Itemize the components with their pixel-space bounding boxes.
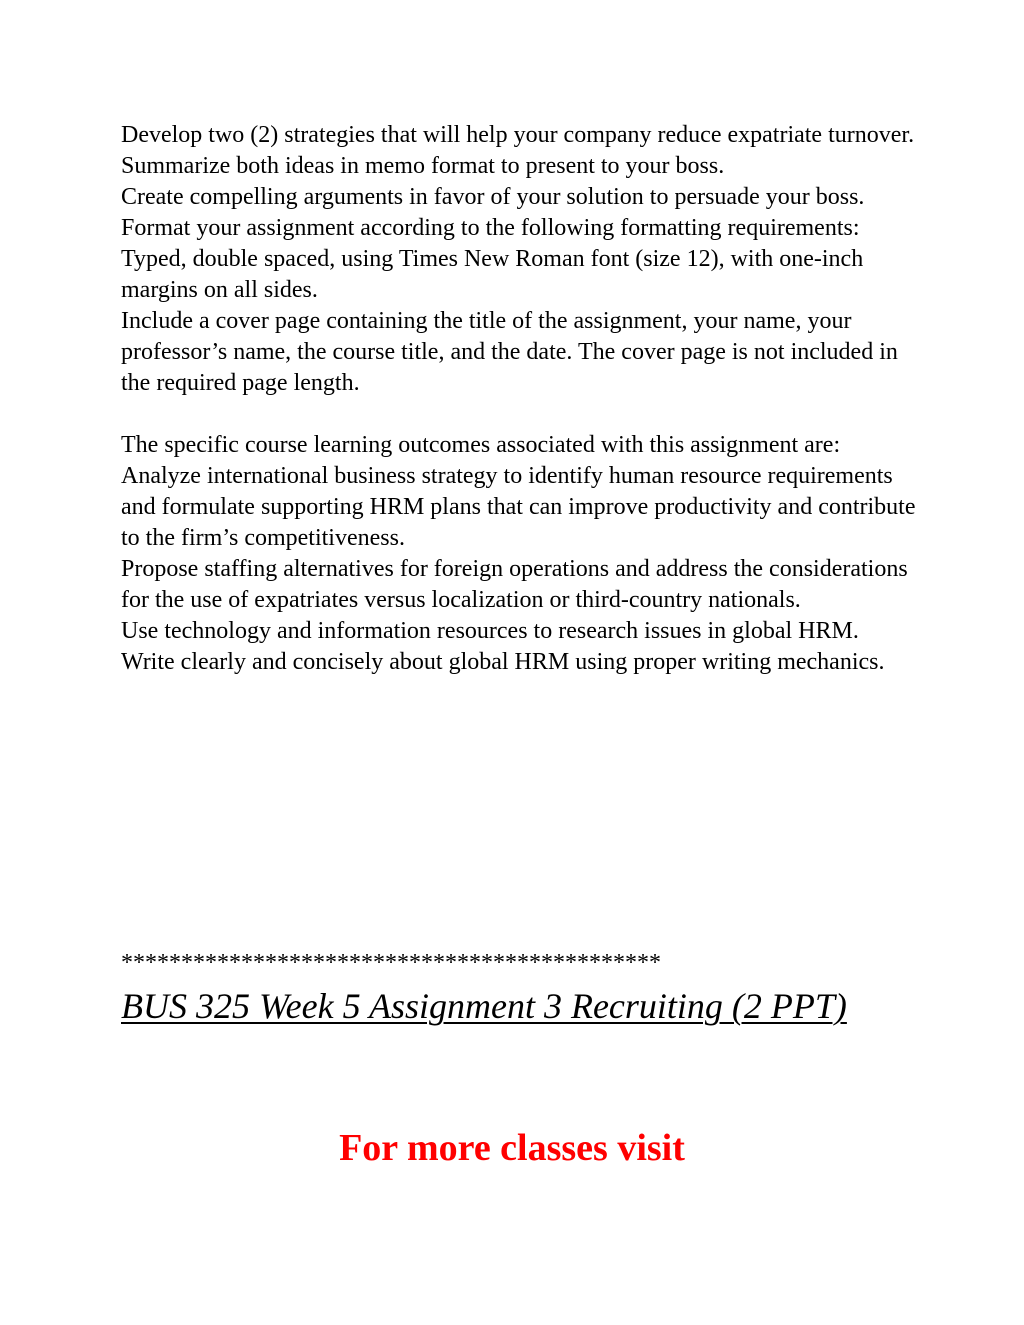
paragraph-spacer [121, 399, 921, 430]
paragraph-arguments: Create compelling arguments in favor of your solution to persuade your boss. [121, 184, 865, 210]
paragraph-typed: Typed, double spaced, using Times New Roman font (size 12), with one-inch margins on all sides. [121, 246, 864, 303]
paragraph-summarize: Summarize both ideas in memo format to present to your boss. [121, 153, 725, 179]
paragraph-outcome-staffing: Propose staffing alternatives for foreign operations and address the considerations for the use of expatriates versus localization or third-country nationals. [121, 556, 908, 613]
paragraph-outcome-writing: Write clearly and concisely about global HRM using proper writing mechanics. [121, 649, 885, 675]
assignment-body [121, 120, 921, 678]
paragraph-outcomes-intro: The specific course learning outcomes associated with this assignment are: [121, 432, 841, 458]
paragraph-outcome-technology: Use technology and information resources to research issues in global HRM. [121, 618, 859, 644]
paragraph-outcome-analyze: Analyze international business strategy to identify human resource requirements and formulate supporting HRM plans that can improve productivity and contribute to the firm’s competitiveness. [121, 463, 916, 551]
paragraph-cover-page: Include a cover page containing the title of the assignment, your name, your professor’s name, the course title, and the date. The cover page is not included in the required page length. [121, 308, 898, 396]
separator-asterisks: ********************************************* [121, 950, 661, 976]
paragraph-strategies: Develop two (2) strategies that will help your company reduce expatriate turnover. [121, 122, 915, 148]
assignment-title-link[interactable]: BUS 325 Week 5 Assignment 3 Recruiting (2 PPT) [121, 986, 847, 1026]
paragraph-format: Format your assignment according to the following formatting requirements: [121, 215, 860, 241]
more-classes-heading: For more classes visit [339, 1127, 685, 1169]
